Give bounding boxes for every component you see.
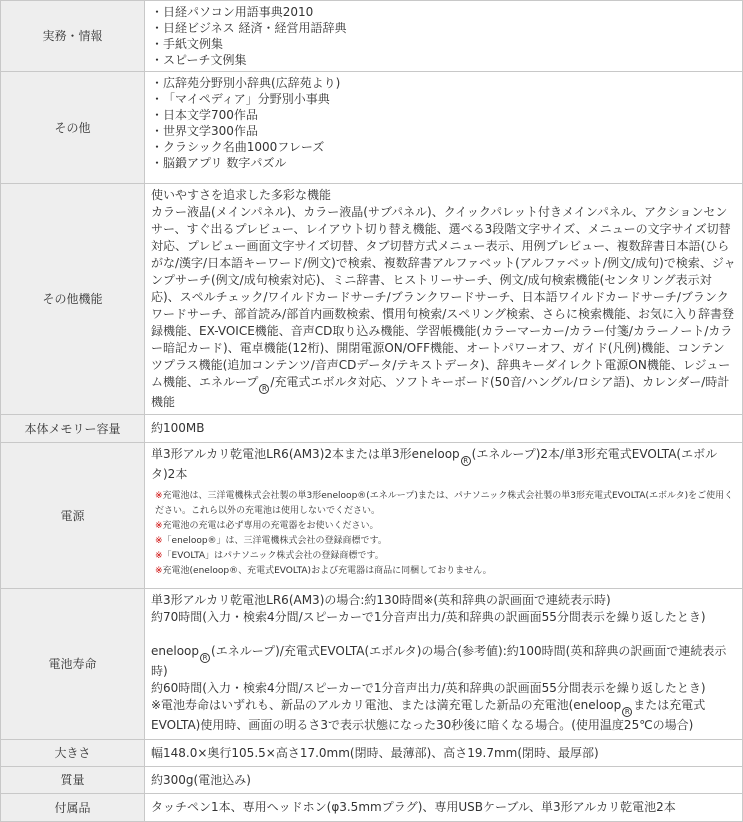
row-jumyou bbox=[1, 589, 743, 740]
list-item: ・脳鍛アプリ 数字パズル bbox=[151, 156, 287, 170]
list-item: ・世界文学300作品 bbox=[151, 124, 258, 138]
kinou-body: カラー液晶(メインパネル)、カラー液晶(サブパネル)、クイックパレット付きメインパネル、アクションセンサー、すぐ出るプレビュー、レイアウト切り替え機能、選べる3段階文字サイズ、メニューの文字サイズ切替対応、プレビュー画面文字サイズ切替、タブ切替方式メニュー表示、用例プレビュー、複数辞書日本語(ひらがな/漢字/日本語キーワード/例文)で検索、複数辞書アルファベット(アルファベット/例文/成句)で検索、ジャンプサーチ(例文/成句検索対応)、ミニ辞書、ヒストリーサーチ、例文/成句検索機能(センタリング表示対応)、スペルチェック/ワイルドカードサーチ/ブランクワードサーチ、日本語ワイルドカードサーチ/ブランクワードサーチ、部首読み/部首内画数検索、慣用句検索/スペリング検索、さらに検索機能、お気に入り辞書登録機能、EX-VOICE機能、音声CD取り込み機能、学習帳機能(カラーマーカー/カラー付箋/カラーノート/カラー暗記カード)、電卓機能(12桁)、開閉電源ON/OFF機能、オートパワーオフ、ガイド(凡例)機能、コンテンツプラス機能(追加コンテンツ/音声CDデータ/テキストデータ)、辞典キーダイレクト電源ON機能、レジューム機能、エネループ R /充電式エボルタ対応、ソフトキーボード(50音/ハングル/ロシア語)、カレンダー/時計機能 bbox=[151, 205, 736, 409]
note-item: ※「EVOLTA」はパナソニック株式会社の登録商標です。 bbox=[155, 551, 384, 561]
row-weight bbox=[1, 767, 743, 794]
row-accessories bbox=[1, 794, 743, 822]
kinou-heading: 使いやすさを追求した多彩な機能 bbox=[151, 188, 332, 202]
dengen-main: 単3形アルカリ乾電池LR6(AM3)2本または単3形eneloop R (エネループ)2本/単3形充電式EVOLTA(エボルタ)2本 bbox=[151, 447, 718, 481]
registered-mark-icon: R bbox=[622, 707, 632, 717]
label-jitsumu: 実務・情報 bbox=[1, 1, 145, 72]
list-item: ・クラシック名曲1000フレーズ bbox=[151, 140, 325, 154]
label-kinou: その他機能 bbox=[1, 184, 145, 415]
row-sonota bbox=[1, 72, 743, 184]
value-weight: 約300g(電池込み) bbox=[145, 767, 743, 794]
row-memory bbox=[1, 415, 743, 443]
jumyou-line: ※電池寿命はいずれも、新品のアルカリ電池、または満充電した新品の充電池(eneloop R または充電式EVOLTA)使用時、画面の明るさ3で表示状態になった30秒後に暗くなる場合。(使用温度25℃の場合) bbox=[151, 698, 706, 732]
row-dengen bbox=[1, 443, 743, 589]
label-weight: 質量 bbox=[1, 767, 145, 794]
label-accessories: 付属品 bbox=[1, 794, 145, 822]
jumyou-line: 約70時間(入力・検索4分間/スピーカーで1分音声出力/英和辞典の訳画面55分間表示を繰り返したとき) bbox=[151, 610, 706, 624]
list-item: ・手紙文例集 bbox=[151, 37, 224, 51]
list-item: ・日経ビジネス 経済・経営用語辞典 bbox=[151, 21, 347, 35]
registered-mark-icon: R bbox=[200, 653, 210, 663]
value-size: 幅148.0×奥行105.5×高さ17.0mm(閉時、最薄部)、高さ19.7mm(閉時、最厚部) bbox=[145, 740, 743, 767]
row-kinou bbox=[1, 184, 743, 415]
label-jumyou: 電池寿命 bbox=[1, 589, 145, 740]
list-jitsumu bbox=[151, 4, 736, 68]
list-item: ・日経パソコン用語事典2010 bbox=[151, 5, 314, 19]
note-item: ※充電池の充電は必ず専用の充電器をお使いください。 bbox=[155, 521, 379, 531]
list-item: ・広辞苑分野別小辞典(広辞苑より) bbox=[151, 76, 341, 90]
jumyou-line: 約60時間(入力・検索4分間/スピーカーで1分音声出力/英和辞典の訳画面55分間表示を繰り返したとき) bbox=[151, 681, 706, 695]
label-sonota: その他 bbox=[1, 72, 145, 184]
registered-mark-icon: R bbox=[461, 456, 471, 466]
row-size bbox=[1, 740, 743, 767]
list-item: ・スピーチ文例集 bbox=[151, 53, 247, 67]
jumyou-line: eneloop R (エネループ)/充電式EVOLTA(エボルタ)の場合(参考値):約100時間(英和辞典の訳画面で連続表示時) bbox=[151, 644, 727, 678]
dengen-notes bbox=[155, 489, 736, 579]
value-memory: 約100MB bbox=[145, 415, 743, 443]
label-memory: 本体メモリー容量 bbox=[1, 415, 145, 443]
row-jitsumu bbox=[1, 1, 743, 72]
registered-mark-icon: R bbox=[259, 384, 269, 394]
value-accessories: タッチペン1本、専用ヘッドホン(φ3.5mmプラグ)、専用USBケーブル、単3形アルカリ乾電池2本 bbox=[145, 794, 743, 822]
label-size: 大きさ bbox=[1, 740, 145, 767]
list-item: ・日本文学700作品 bbox=[151, 108, 258, 122]
note-item: ※充電池は、三洋電機株式会社製の単3形eneloop®(エネループ)または、パナソニック株式会社製の単3形充電式EVOLTA(エボルタ)をご使用ください。これら以外の充電池は使用しないでください。 bbox=[155, 491, 734, 516]
jumyou-line: 単3形アルカリ乾電池LR6(AM3)の場合:約130時間※(英和辞典の訳画面で連続表示時) bbox=[151, 593, 611, 607]
list-item: ・「マイペディア」分野別小事典 bbox=[151, 92, 330, 106]
note-item: ※充電池(eneloop®、充電式EVOLTA)および充電器は商品に同梱しておりません。 bbox=[155, 566, 492, 576]
label-dengen: 電源 bbox=[1, 443, 145, 589]
note-item: ※「eneloop®」は、三洋電機株式会社の登録商標です。 bbox=[155, 536, 387, 546]
list-sonota bbox=[151, 75, 736, 171]
